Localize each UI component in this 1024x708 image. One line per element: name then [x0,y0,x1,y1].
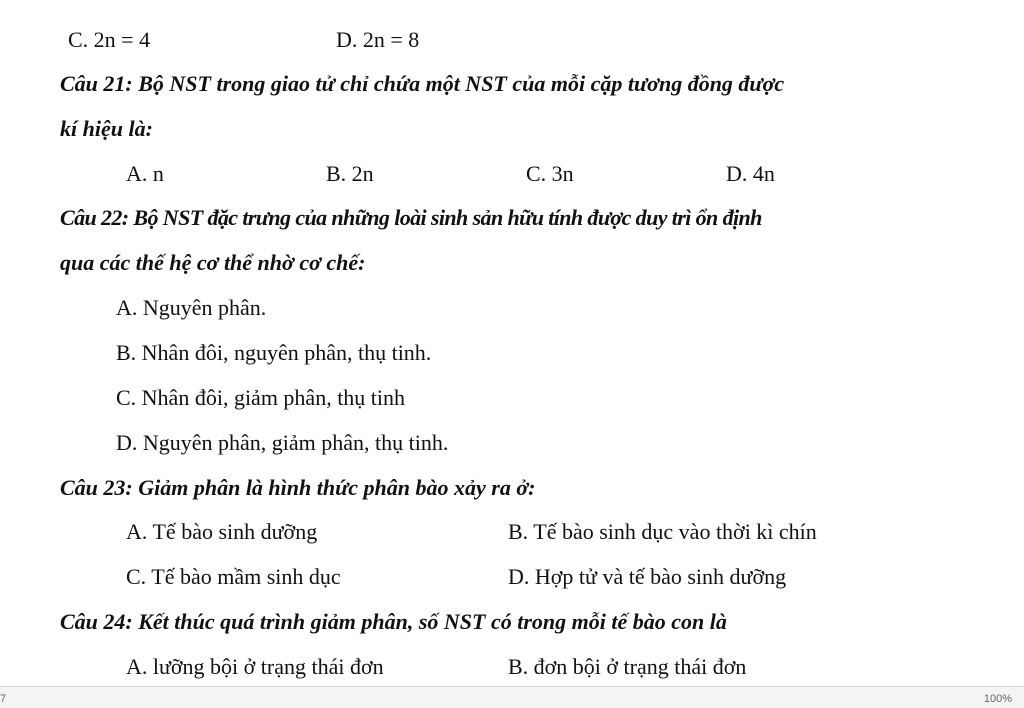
status-bar [0,686,1024,708]
question-21-option-d: D. 4n [726,161,775,186]
question-23-line-1: Câu 23: Giảm phân là hình thức phân bào xảy ra ở: [60,475,536,500]
question-22-option-b: B. Nhân đôi, nguyên phân, thụ tinh. [116,340,432,365]
question-21-option-a: A. n [126,161,164,186]
question-24-option-b: B. đơn bội ở trạng thái đơn [508,654,747,679]
question-22-option-d: D. Nguyên phân, giảm phân, thụ tinh. [116,430,449,455]
question-21-line-2: kí hiệu là: [60,116,153,141]
prev-option-c: C. 2n = 4 [68,27,151,52]
question-23-option-b: B. Tế bào sinh dục vào thời kì chín [508,519,817,544]
question-22-option-c: C. Nhân đôi, giảm phân, thụ tinh [116,385,406,410]
question-23-option-d: D. Hợp tử và tế bào sinh dưỡng [508,564,787,589]
prev-option-d: D. 2n = 8 [336,27,420,52]
question-24-line-1: Câu 24: Kết thúc quá trình giảm phân, số NST có trong mỗi tế bào con là [60,609,727,634]
question-23-option-a: A. Tế bào sinh dưỡng [126,519,318,544]
zoom-level[interactable]: 100% [983,693,1012,705]
question-22-line-1: Câu 22: Bộ NST đặc trưng của những loài sinh sản hữu tính được duy trì ổn định [60,205,762,230]
question-22-line-2: qua các thế hệ cơ thể nhờ cơ chế: [60,250,366,275]
question-23-option-c: C. Tế bào mầm sinh dục [126,564,341,589]
page-marker: 7 [0,693,7,705]
question-24-option-a: A. lưỡng bội ở trạng thái đơn [126,654,384,679]
question-21-line-1: Câu 21: Bộ NST trong giao tử chỉ chứa một NST của mỗi cặp tương đồng được [60,71,785,96]
question-21-option-b: B. 2n [326,161,374,186]
question-22-option-a: A. Nguyên phân. [116,295,267,320]
question-21-option-c: C. 3n [526,161,574,186]
